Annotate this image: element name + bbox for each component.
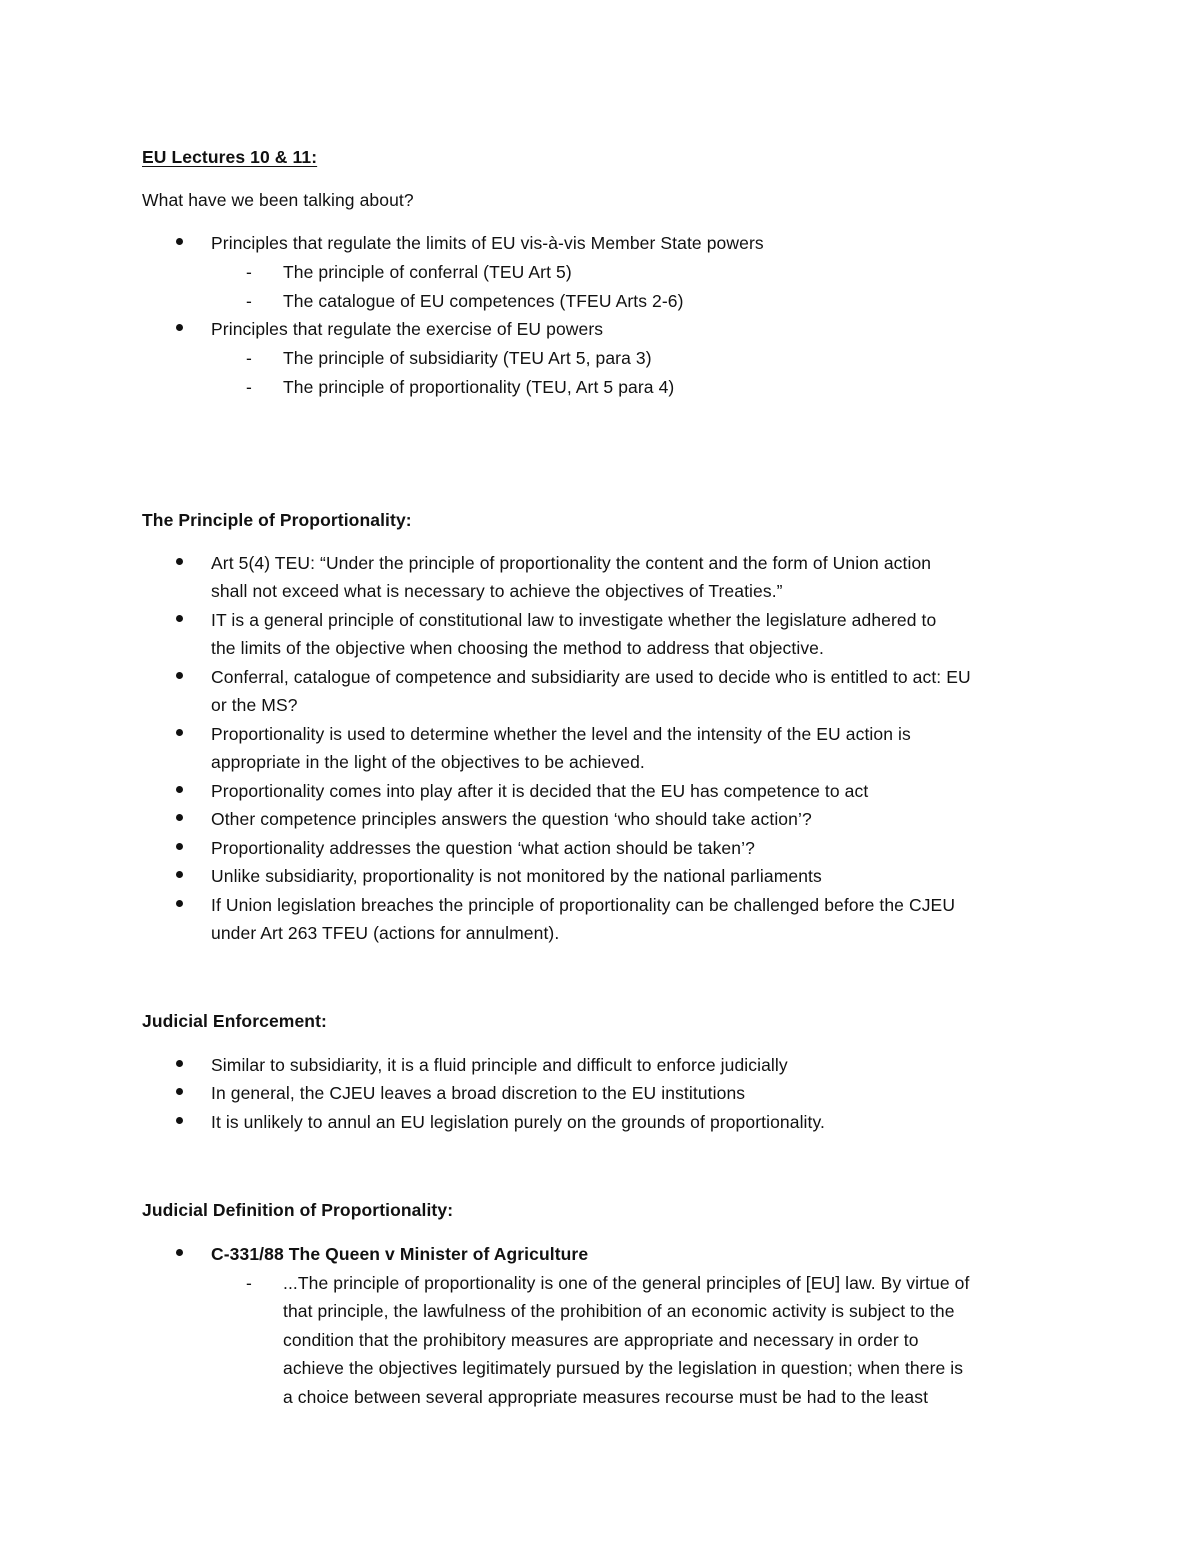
bullet-icon xyxy=(176,814,183,821)
bullet-icon xyxy=(176,843,183,850)
enforcement-line: It is unlikely to annul an EU legislation purely on the grounds of proportionality. xyxy=(211,1112,826,1132)
bullet-icon xyxy=(176,900,183,907)
bullet-icon xyxy=(176,672,183,679)
dash-icon: - xyxy=(246,1273,252,1293)
bullet-icon xyxy=(176,324,183,331)
bullet-icon xyxy=(176,729,183,736)
proportionality-line: Conferral, catalogue of competence and subsidiarity are used to decide who is entitled to act: EU xyxy=(211,667,971,687)
dash-icon: - xyxy=(246,291,252,311)
intro-question: What have we been talking about? xyxy=(142,190,414,210)
bullet-icon xyxy=(176,1117,183,1124)
overview-bullet-1: Principles that regulate the limits of EU vis-à-vis Member State powers xyxy=(211,233,764,253)
enforcement-line: Similar to subsidiarity, it is a fluid principle and difficult to enforce judicially xyxy=(211,1055,788,1075)
judicial-definition-heading: Judicial Definition of Proportionality: xyxy=(142,1200,454,1220)
proportionality-line: the limits of the objective when choosing the method to address that objective. xyxy=(211,638,824,658)
case-quote-line: achieve the objectives legitimately pursued by the legislation in question; when there is xyxy=(283,1358,964,1378)
overview-sub-2-2: The principle of proportionality (TEU, Art 5 para 4) xyxy=(283,377,675,397)
dash-icon: - xyxy=(246,262,252,282)
dash-icon: - xyxy=(246,348,252,368)
proportionality-line: shall not exceed what is necessary to achieve the objectives of Treaties.” xyxy=(211,581,783,601)
proportionality-line: IT is a general principle of constitutional law to investigate whether the legislature adhered to xyxy=(211,610,937,630)
case-quote-line: that principle, the lawfulness of the prohibition of an economic activity is subject to the xyxy=(283,1301,955,1321)
bullet-icon xyxy=(176,871,183,878)
bullet-icon xyxy=(176,238,183,245)
proportionality-line: Proportionality comes into play after it is decided that the EU has competence to act xyxy=(211,781,869,801)
case-quote-line: condition that the prohibitory measures are appropriate and necessary in order to xyxy=(283,1330,919,1350)
case-quote-line: ...The principle of proportionality is one of the general principles of [EU] law. By virtue of xyxy=(283,1273,970,1293)
bullet-icon xyxy=(176,1249,183,1256)
judicial-enforcement-heading: Judicial Enforcement: xyxy=(142,1011,327,1031)
overview-bullet-2: Principles that regulate the exercise of EU powers xyxy=(211,319,604,339)
bullet-icon xyxy=(176,558,183,565)
case-quote-line: a choice between several appropriate measures recourse must be had to the least xyxy=(283,1387,929,1407)
proportionality-line: Other competence principles answers the question ‘who should take action’? xyxy=(211,809,812,829)
case-title: C-331/88 The Queen v Minister of Agriculture xyxy=(211,1244,589,1264)
dash-icon: - xyxy=(246,377,252,397)
proportionality-line: Art 5(4) TEU: “Under the principle of proportionality the content and the form of Union action xyxy=(211,553,932,573)
proportionality-line: Proportionality addresses the question ‘what action should be taken’? xyxy=(211,838,755,858)
document-title: EU Lectures 10 & 11: xyxy=(142,147,318,167)
enforcement-line: In general, the CJEU leaves a broad discretion to the EU institutions xyxy=(211,1083,746,1103)
bullet-icon xyxy=(176,1060,183,1067)
proportionality-line: If Union legislation breaches the principle of proportionality can be challenged before the CJEU xyxy=(211,895,956,915)
proportionality-line: appropriate in the light of the objectives to be achieved. xyxy=(211,752,645,772)
bullet-icon xyxy=(176,1088,183,1095)
proportionality-line: Proportionality is used to determine whether the level and the intensity of the EU action is xyxy=(211,724,911,744)
proportionality-line: under Art 263 TFEU (actions for annulment). xyxy=(211,923,560,943)
proportionality-line: or the MS? xyxy=(211,695,298,715)
proportionality-heading: The Principle of Proportionality: xyxy=(142,510,412,530)
bullet-icon xyxy=(176,615,183,622)
overview-sub-2-1: The principle of subsidiarity (TEU Art 5, para 3) xyxy=(283,348,652,368)
overview-sub-1-1: The principle of conferral (TEU Art 5) xyxy=(283,262,572,282)
overview-sub-1-2: The catalogue of EU competences (TFEU Arts 2-6) xyxy=(283,291,684,311)
proportionality-line: Unlike subsidiarity, proportionality is not monitored by the national parliaments xyxy=(211,866,822,886)
bullet-icon xyxy=(176,786,183,793)
